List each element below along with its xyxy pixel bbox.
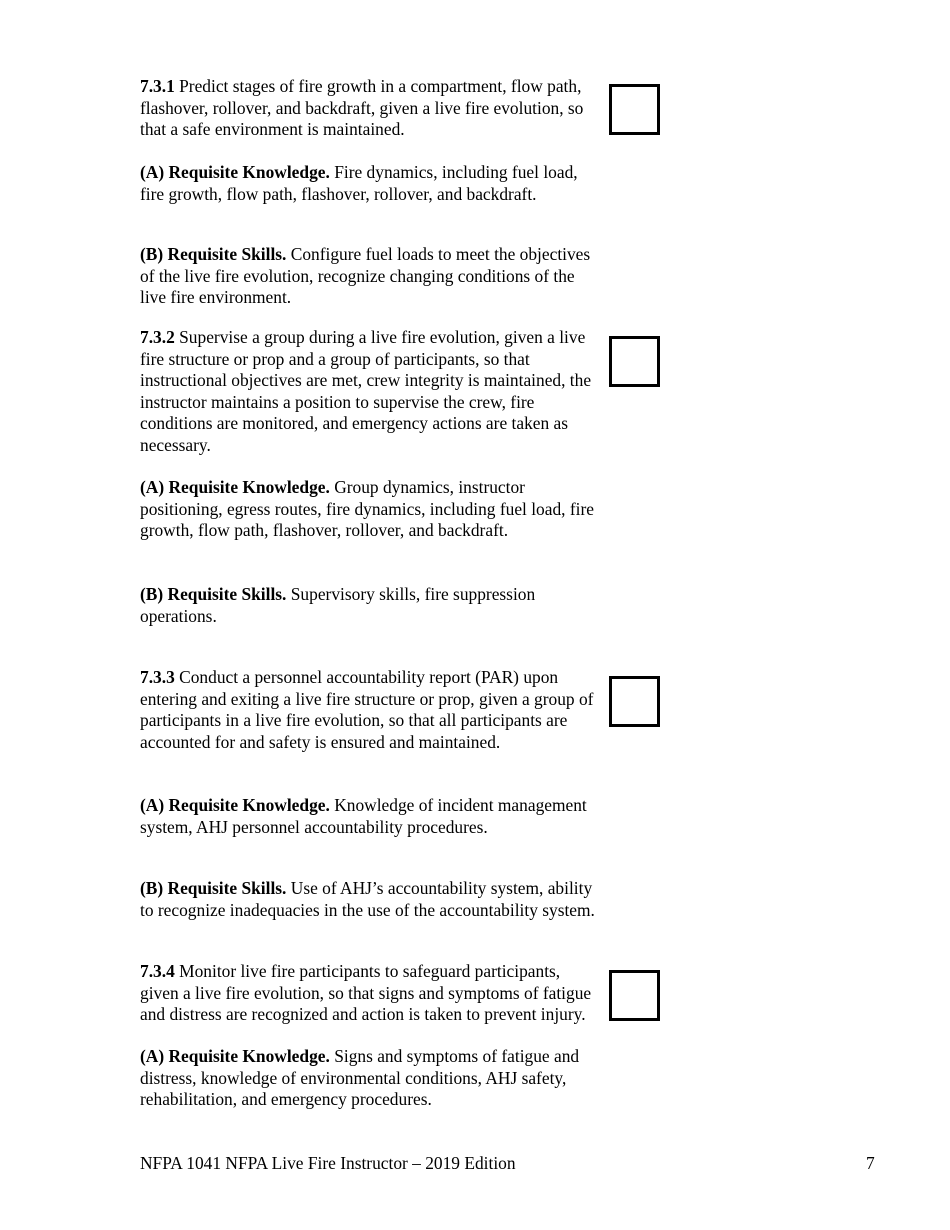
- section-7-3-2-text: 7.3.2 Supervise a group during a live fire evolution, given a live fire structure or prop and a group of participants, so that instructional objectives are met, crew integrity is maintained, the instructor maintains a position to supervise the crew, fire conditions are monitored, and emergency actions are taken as necessary.: [140, 327, 592, 455]
- section-7-3-1-skills: (B) Requisite Skills. Configure fuel loads to meet the objectives of the live fire evolution, recognize changing conditions of the live fire environment.: [140, 244, 591, 307]
- section-7-3-2-checkbox[interactable]: [609, 336, 660, 387]
- section-number: 7.3.2: [140, 327, 175, 347]
- section-7-3-1-text: 7.3.1 Predict stages of fire growth in a compartment, flow path, flashover, rollover, and backdraft, given a live fire evolution, so that a safe environment is maintained.: [140, 76, 584, 139]
- section-7-3-4-knowledge: (A) Requisite Knowledge. Signs and symptoms of fatigue and distress, knowledge of environmental conditions, AHJ safety, rehabilitation, and emergency procedures.: [140, 1046, 580, 1109]
- section-7-3-3-text: 7.3.3 Conduct a personnel accountability report (PAR) upon entering and exiting a live fire structure or prop, given a group of participants in a live fire evolution, so that all participants are accounted for and safety is ensured and maintained.: [140, 667, 594, 752]
- section-7-3-4-text: 7.3.4 Monitor live fire participants to safeguard participants, given a live fire evolution, so that signs and symptoms of fatigue and distress are recognized and action is taken to prevent injury.: [140, 961, 592, 1024]
- section-7-3-3-checkbox[interactable]: [609, 676, 660, 727]
- section-7-3-4-checkbox[interactable]: [609, 970, 660, 1021]
- section-number: 7.3.3: [140, 667, 175, 687]
- section-number: 7.3.4: [140, 961, 175, 981]
- section-7-3-3-knowledge: (A) Requisite Knowledge. Knowledge of incident management system, AHJ personnel accountability procedures.: [140, 795, 587, 837]
- section-7-3-1-knowledge: (A) Requisite Knowledge. Fire dynamics, including fuel load, fire growth, flow path, flashover, rollover, and backdraft.: [140, 162, 578, 204]
- section-7-3-2-knowledge: (A) Requisite Knowledge. Group dynamics, instructor positioning, egress routes, fire dynamics, including fuel load, fire growth, flow path, flashover, rollover, and backdraft.: [140, 477, 594, 540]
- page-number: 7: [866, 1153, 875, 1173]
- section-7-3-3-skills: (B) Requisite Skills. Use of AHJ’s accountability system, ability to recognize inadequacies in the use of the accountability system.: [140, 878, 595, 920]
- section-number: 7.3.1: [140, 76, 175, 96]
- section-7-3-2-skills: (B) Requisite Skills. Supervisory skills, fire suppression operations.: [140, 584, 536, 626]
- section-7-3-1-checkbox[interactable]: [609, 84, 660, 135]
- footer-document-title: NFPA 1041 NFPA Live Fire Instructor – 2019 Edition: [140, 1153, 516, 1173]
